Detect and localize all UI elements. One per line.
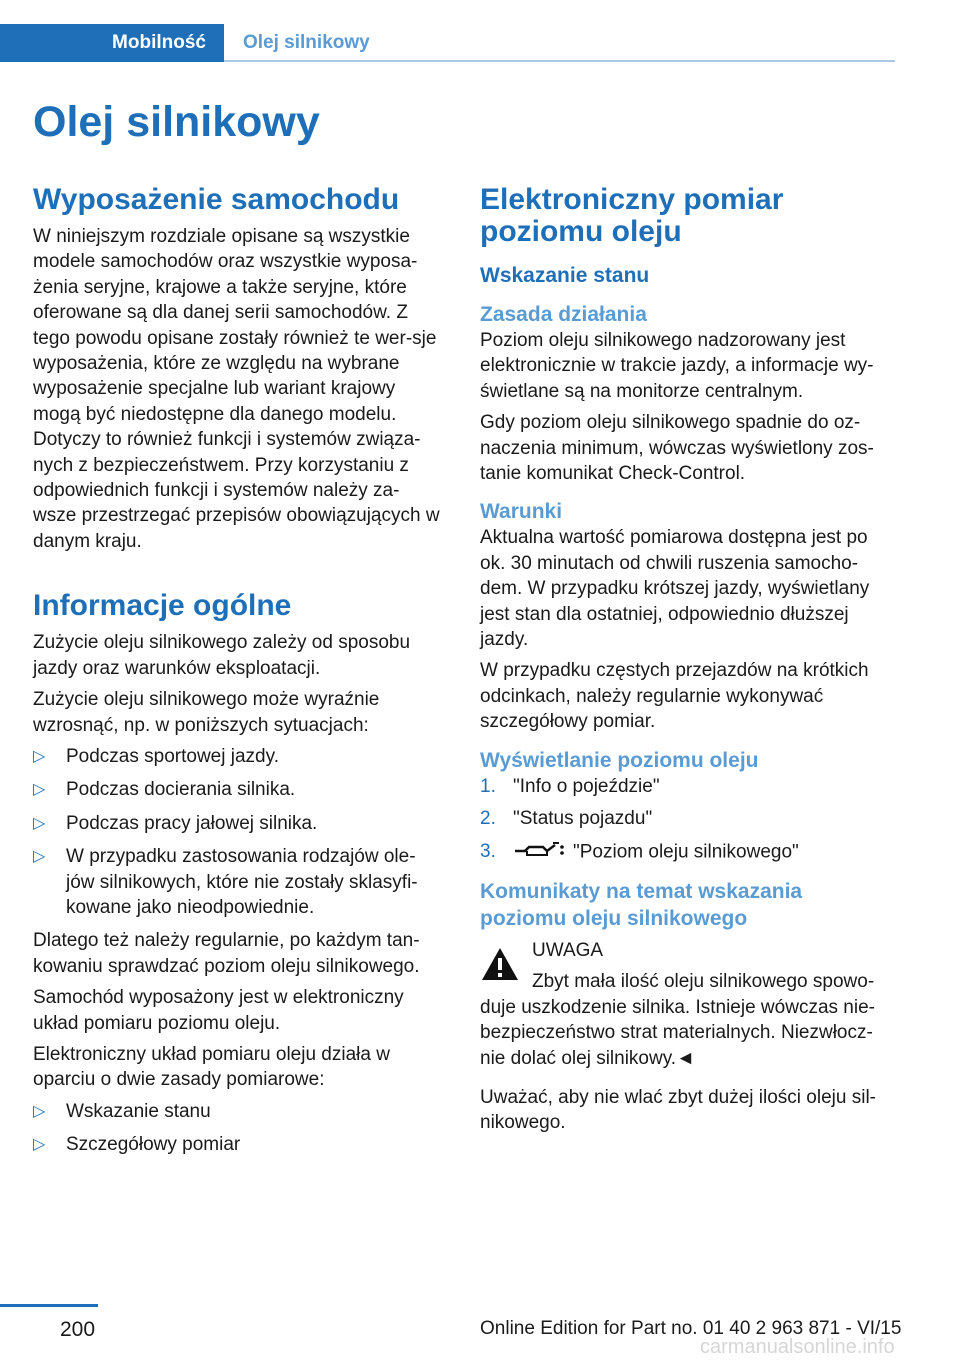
step-item: 1. "Info o pojeździe" (480, 775, 660, 797)
step-item: 2. "Status pojazdu" (480, 808, 653, 830)
warning-label: UWAGA (532, 939, 604, 961)
general-paragraph-1: Zużycie oleju silnikowego zależy od sposobu jazdy oraz warunków eksploatacji. (33, 632, 411, 679)
consumption-list (33, 744, 441, 920)
header-tab-bar (0, 24, 895, 62)
triangle-bullet-icon: ▷ (33, 781, 46, 799)
list-item: ▷ Podczas sportowej jazdy. (33, 744, 441, 769)
triangle-bullet-icon: ▷ (33, 747, 46, 765)
display-steps (480, 774, 888, 866)
conditions-paragraph-1: Aktualna wartość pomiarowa dostępna jest po ok. 30 minutach od chwili ruszenia samocho‐dem. W przypadku krótszej jazdy, wyświetlany jest stan dla ostatniej, odpowiednio dłuższej jazdy. (480, 527, 870, 651)
heading-messages: Komunikaty na temat wskazania poziomu oleju silnikowego (480, 879, 803, 930)
tab-mobilnosc[interactable] (0, 24, 224, 62)
general-paragraph-2: Zużycie oleju silnikowego może wyraźnie wzrosnąć, np. w poniższych sytuacjach: (33, 689, 380, 736)
section-title-general: Informacje ogólne (33, 589, 292, 623)
principle-paragraph-2: Gdy poziom oleju silnikowego spadnie do oz‐naczenia minimum, wówczas wyświetlony zos‐tanie komunikat Check-Control. (480, 412, 874, 485)
header-divider (224, 60, 895, 62)
page-title: Olej silnikowy (33, 98, 320, 146)
tab-mobilnosc-label: Mobilność (112, 32, 206, 53)
warning-text-rest: duje uszkodzenie silnika. Istnieje wówczas nie‐bezpieczeństwo strat materialnych. Niezwłocz‐nie dolać olej silnikowy.◄ (480, 996, 875, 1069)
footer-divider (0, 1304, 98, 1307)
list-item: ▷ Szczegółowy pomiar (33, 1132, 441, 1157)
list-item: ▷ W przypadku zastosowania rodzajów ole‐jów silnikowych, które nie zostały sklasyfi‐kowane jako nieodpowiednie. (33, 846, 418, 918)
heading-display: Wyświetlanie poziomu oleju (480, 748, 759, 772)
right-column (480, 184, 888, 1142)
triangle-bullet-icon: ▷ (33, 1102, 46, 1120)
warning-text-line1: Zbyt mała ilość oleju silnikowego spowo‐ (532, 971, 875, 993)
general-paragraph-5: Elektroniczny układ pomiaru oleju działa w oparciu o dwie zasady pomiarowe: (33, 1043, 390, 1091)
general-paragraph-4: Samochód wyposażony jest w elektroniczny układ pomiaru poziomu oleju. (33, 987, 404, 1034)
principles-list (33, 1099, 441, 1158)
principle-paragraph-1: Poziom oleju silnikowego nadzorowany jest elektronicznie w trakcie jazdy, a informacje wy‐świetlane są na monitorze centralnym. (480, 330, 874, 402)
watermark: carmanualsonline.info (700, 1336, 895, 1358)
triangle-bullet-icon: ▷ (33, 814, 46, 832)
edition-info: Online Edition for Part no. 01 40 2 963 871 - VI/15 (480, 1318, 902, 1339)
triangle-bullet-icon: ▷ (33, 848, 46, 866)
step-item: 3. "Poziom oleju silnikowego" (480, 839, 888, 866)
subsection-title-status: Wskazanie stanu (480, 264, 650, 287)
tab-olej-silnikowy[interactable]: Olej silnikowy (243, 32, 370, 53)
oil-can-icon (513, 839, 565, 866)
overfill-caution: Uważać, aby nie wlać zbyt dużej ilości oleju sil‐nikowego. (480, 1086, 876, 1134)
heading-conditions: Warunki (480, 500, 563, 524)
warning-block (480, 938, 888, 1071)
list-item: ▷ Podczas docierania silnika. (33, 777, 441, 802)
conditions-paragraph-2: W przypadku częstych przejazdów na krótkich odcinkach, należy regularnie wykonywać szczegółowy pomiar. (480, 660, 869, 733)
page-number: 200 (60, 1318, 96, 1341)
heading-principle: Zasada działania (480, 303, 647, 326)
triangle-bullet-icon: ▷ (33, 1136, 46, 1154)
left-column (33, 184, 441, 1166)
equipment-paragraph: W niniejszym rozdziale opisane są wszystkie modele samochodów oraz wszystkie wyposa‐żenia seryjne, krajowe a także seryjne, które oferowane są dla danej serii samochodów. Z tego powodu opisane zostały również te wer‐sje wyposażenia, które ze względu na wybrane wyposażenie specjalne lub wariant krajowy mogą być niedostępne dla danego modelu. Dotyczy to również funkcji i systemów związa‐nych z bezpieczeństwem. Przy korzystaniu z odpowiednich funkcji i systemów należy za‐wsze przestrzegać przepisów obowiązujących w danym kraju. (33, 226, 440, 552)
list-item: ▷ Wskazanie stanu (33, 1099, 441, 1124)
warning-triangle-icon (480, 946, 520, 989)
section-title-electronic-measurement: Elektroniczny pomiar poziomu oleju (480, 183, 784, 248)
list-item: ▷ Podczas pracy jałowej silnika. (33, 811, 441, 836)
section-title-equipment: Wyposażenie samochodu (33, 183, 400, 216)
general-paragraph-3: Dlatego też należy regularnie, po każdym tan‐kowaniu sprawdzać poziom oleju silnikowego. (33, 930, 420, 977)
